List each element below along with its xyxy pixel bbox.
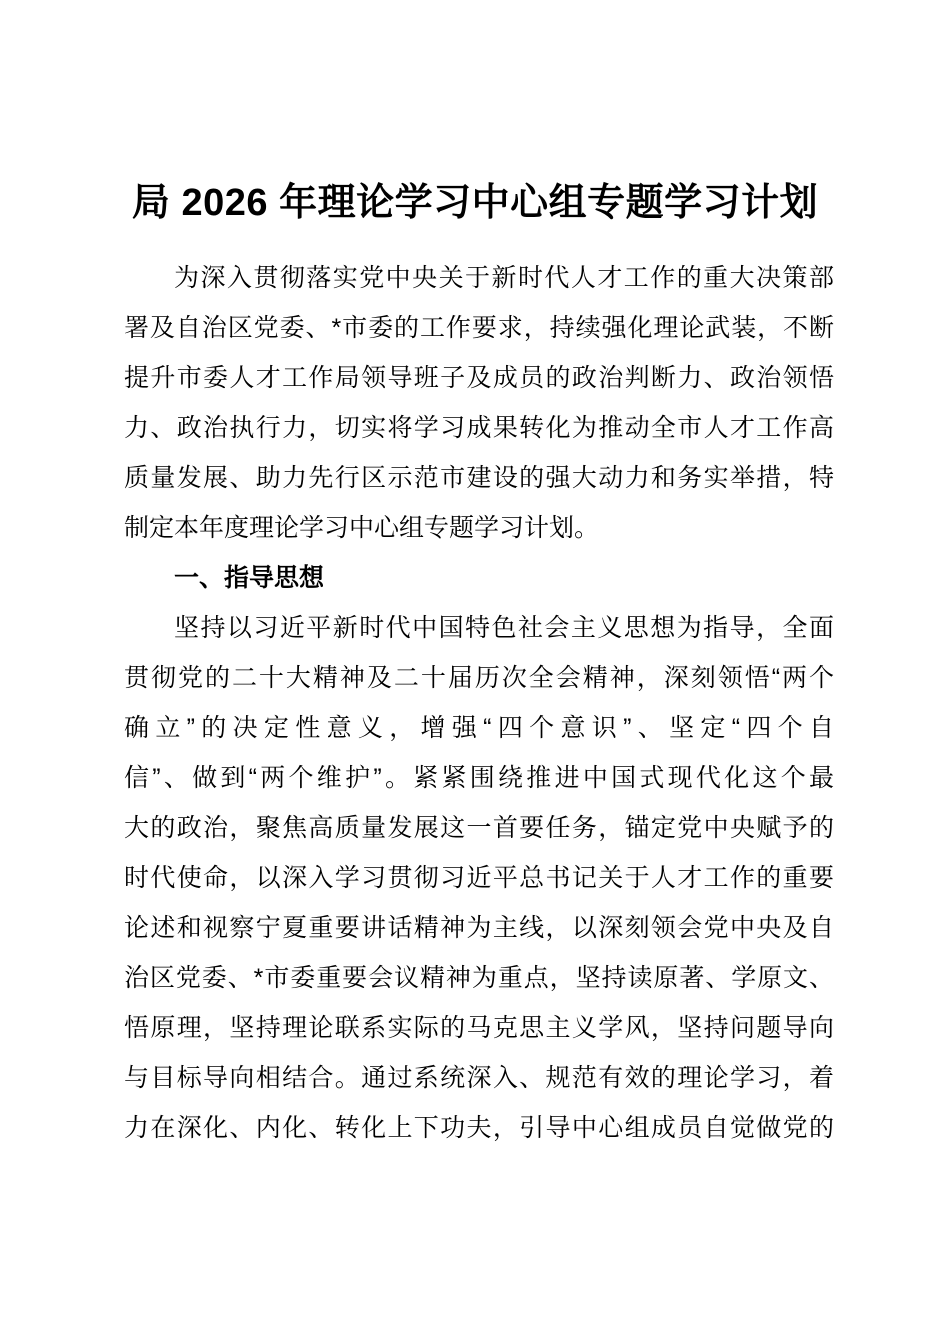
paragraph-line: 大的政治，聚焦高质量发展这一首要任务，锚定党中央赋予的: [124, 814, 834, 842]
paragraph-line: 为深入贯彻落实党中央关于新时代人才工作的重大决策部: [174, 264, 834, 292]
paragraph-line: 悟原理，坚持理论联系实际的马克思主义学风，坚持问题导向: [124, 1014, 834, 1042]
paragraph-line: 治区党委、*市委重要会议精神为重点，坚持读原著、学原文、: [124, 964, 834, 992]
paragraph-line: 信”、做到“两个维护”。紧紧围绕推进中国式现代化这个最: [124, 764, 834, 792]
paragraph-line: 论述和视察宁夏重要讲话精神为主线，以深刻领会党中央及自: [124, 914, 834, 942]
paragraph-line: 提升市委人才工作局领导班子及成员的政治判断力、政治领悟: [124, 364, 834, 392]
paragraph-line: 时代使命，以深入学习贯彻习近平总书记关于人才工作的重要: [124, 864, 834, 892]
paragraph-line: 力、政治执行力，切实将学习成果转化为推动全市人才工作高: [124, 414, 834, 442]
section-heading: 一、指导思想: [174, 564, 325, 592]
paragraph-line: 署及自治区党委、*市委的工作要求，持续强化理论武装，不断: [124, 314, 834, 342]
paragraph-line: 贯彻党的二十大精神及二十届历次全会精神，深刻领悟“两个: [124, 664, 834, 692]
paragraph-line: 质量发展、助力先行区示范市建设的强大动力和务实举措，特: [124, 464, 834, 492]
paragraph-line: 制定本年度理论学习中心组专题学习计划。: [124, 514, 600, 542]
paragraph-line: 力在深化、内化、转化上下功夫，引导中心组成员自觉做党的: [124, 1114, 834, 1142]
paragraph-line: 确立”的决定性意义，增强“四个意识”、坚定“四个自: [124, 714, 834, 742]
document-body: [124, 253, 834, 1153]
paragraph-line: 坚持以习近平新时代中国特色社会主义思想为指导，全面: [174, 614, 834, 642]
paragraph-line: 与目标导向相结合。通过系统深入、规范有效的理论学习，着: [124, 1064, 834, 1092]
document-title: 局 2026 年理论学习中心组专题学习计划: [131, 182, 819, 224]
